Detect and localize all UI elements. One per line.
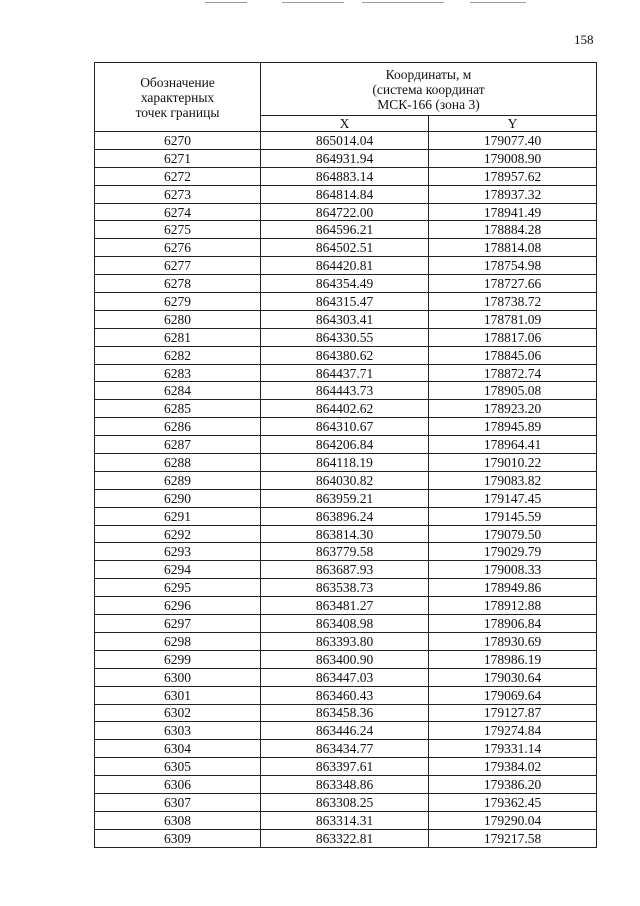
x-column-header: X <box>261 116 429 132</box>
point-id-cell: 6302 <box>95 704 261 722</box>
table-row <box>95 436 597 454</box>
table-row <box>95 829 597 847</box>
y-coordinate-cell: 179083.82 <box>429 471 597 489</box>
y-coordinate-cell: 179029.79 <box>429 543 597 561</box>
x-coordinate-cell: 864118.19 <box>261 454 429 472</box>
point-id-cell: 6272 <box>95 167 261 185</box>
table-row <box>95 346 597 364</box>
point-id-cell: 6274 <box>95 203 261 221</box>
table-row <box>95 221 597 239</box>
table-row <box>95 257 597 275</box>
x-coordinate-cell: 864722.00 <box>261 203 429 221</box>
y-coordinate-cell: 178937.32 <box>429 185 597 203</box>
x-coordinate-cell: 864380.62 <box>261 346 429 364</box>
y-coordinate-cell: 178872.74 <box>429 364 597 382</box>
x-coordinate-cell: 863348.86 <box>261 776 429 794</box>
y-coordinate-cell: 178945.89 <box>429 418 597 436</box>
point-id-cell: 6283 <box>95 364 261 382</box>
point-id-cell: 6287 <box>95 436 261 454</box>
y-coordinate-cell: 179010.22 <box>429 454 597 472</box>
scan-edge-rule <box>470 2 526 3</box>
point-id-cell: 6280 <box>95 310 261 328</box>
point-id-cell: 6299 <box>95 650 261 668</box>
x-coordinate-cell: 863447.03 <box>261 668 429 686</box>
y-coordinate-cell: 178912.88 <box>429 597 597 615</box>
table-row <box>95 507 597 525</box>
point-id-cell: 6295 <box>95 579 261 597</box>
y-coordinate-cell: 179274.84 <box>429 722 597 740</box>
table-row <box>95 203 597 221</box>
y-coordinate-cell: 179008.90 <box>429 149 597 167</box>
point-designation-header <box>95 63 261 132</box>
y-coordinate-cell: 178814.08 <box>429 239 597 257</box>
y-coordinate-cell: 178845.06 <box>429 346 597 364</box>
point-id-cell: 6271 <box>95 149 261 167</box>
table-row <box>95 328 597 346</box>
table-row <box>95 525 597 543</box>
point-id-cell: 6308 <box>95 811 261 829</box>
point-id-cell: 6288 <box>95 454 261 472</box>
y-coordinate-cell: 178957.62 <box>429 167 597 185</box>
y-coordinate-cell: 178964.41 <box>429 436 597 454</box>
x-coordinate-cell: 864030.82 <box>261 471 429 489</box>
x-coordinate-cell: 864420.81 <box>261 257 429 275</box>
point-id-cell: 6303 <box>95 722 261 740</box>
y-coordinate-cell: 179127.87 <box>429 704 597 722</box>
point-id-cell: 6284 <box>95 382 261 400</box>
x-coordinate-cell: 863687.93 <box>261 561 429 579</box>
table-row <box>95 132 597 150</box>
table-row <box>95 793 597 811</box>
x-coordinate-cell: 864883.14 <box>261 167 429 185</box>
y-coordinate-cell: 178986.19 <box>429 650 597 668</box>
table-row <box>95 275 597 293</box>
point-id-cell: 6294 <box>95 561 261 579</box>
x-coordinate-cell: 863322.81 <box>261 829 429 847</box>
x-coordinate-cell: 864931.94 <box>261 149 429 167</box>
header-line: характерных <box>140 89 215 105</box>
x-coordinate-cell: 864330.55 <box>261 328 429 346</box>
header-line: Координаты, м <box>385 66 472 82</box>
x-coordinate-cell: 863314.31 <box>261 811 429 829</box>
point-id-cell: 6275 <box>95 221 261 239</box>
header-line: (система координат <box>372 81 485 97</box>
table-row <box>95 650 597 668</box>
y-coordinate-cell: 179362.45 <box>429 793 597 811</box>
x-coordinate-cell: 864437.71 <box>261 364 429 382</box>
page-number: 158 <box>574 32 594 47</box>
x-coordinate-cell: 863460.43 <box>261 686 429 704</box>
y-coordinate-cell: 178923.20 <box>429 400 597 418</box>
table-row <box>95 740 597 758</box>
x-coordinate-cell: 864303.41 <box>261 310 429 328</box>
y-coordinate-cell: 179217.58 <box>429 829 597 847</box>
y-coordinate-cell: 178884.28 <box>429 221 597 239</box>
table-row <box>95 811 597 829</box>
y-coordinate-cell: 179331.14 <box>429 740 597 758</box>
x-coordinate-cell: 863400.90 <box>261 650 429 668</box>
y-coordinate-cell: 179030.64 <box>429 668 597 686</box>
table-row <box>95 239 597 257</box>
scan-edge-rule <box>362 2 444 3</box>
x-coordinate-cell: 864596.21 <box>261 221 429 239</box>
point-id-cell: 6290 <box>95 489 261 507</box>
table-row <box>95 776 597 794</box>
y-coordinate-cell: 179147.45 <box>429 489 597 507</box>
table-row <box>95 632 597 650</box>
y-coordinate-cell: 179008.33 <box>429 561 597 579</box>
y-coordinate-cell: 178941.49 <box>429 203 597 221</box>
table-row <box>95 704 597 722</box>
table-row <box>95 615 597 633</box>
point-id-cell: 6276 <box>95 239 261 257</box>
x-coordinate-cell: 864310.67 <box>261 418 429 436</box>
table-row <box>95 471 597 489</box>
table-row <box>95 293 597 311</box>
point-id-cell: 6281 <box>95 328 261 346</box>
point-id-cell: 6300 <box>95 668 261 686</box>
point-id-cell: 6304 <box>95 740 261 758</box>
point-id-cell: 6277 <box>95 257 261 275</box>
y-coordinate-cell: 178781.09 <box>429 310 597 328</box>
y-coordinate-cell: 179077.40 <box>429 132 597 150</box>
table-row <box>95 382 597 400</box>
scan-edge-rule <box>205 2 247 3</box>
point-id-cell: 6289 <box>95 471 261 489</box>
point-id-cell: 6309 <box>95 829 261 847</box>
y-coordinate-cell: 178949.86 <box>429 579 597 597</box>
point-id-cell: 6292 <box>95 525 261 543</box>
table-row <box>95 561 597 579</box>
x-coordinate-cell: 865014.04 <box>261 132 429 150</box>
x-coordinate-cell: 863393.80 <box>261 632 429 650</box>
y-column-header: Y <box>429 116 597 132</box>
table-row <box>95 489 597 507</box>
header-line: МСК-166 (зона 3) <box>377 96 480 112</box>
point-id-cell: 6270 <box>95 132 261 150</box>
point-id-cell: 6305 <box>95 758 261 776</box>
table-row <box>95 668 597 686</box>
scan-edge-rule <box>282 2 344 3</box>
point-id-cell: 6282 <box>95 346 261 364</box>
table-row <box>95 722 597 740</box>
x-coordinate-cell: 864402.62 <box>261 400 429 418</box>
point-id-cell: 6301 <box>95 686 261 704</box>
table-row <box>95 400 597 418</box>
x-coordinate-cell: 863538.73 <box>261 579 429 597</box>
table-row <box>95 364 597 382</box>
coordinates-table <box>94 62 597 848</box>
table-body <box>95 132 597 848</box>
x-coordinate-cell: 864354.49 <box>261 275 429 293</box>
y-coordinate-cell: 178905.08 <box>429 382 597 400</box>
y-coordinate-cell: 179069.64 <box>429 686 597 704</box>
point-id-cell: 6298 <box>95 632 261 650</box>
table-row <box>95 310 597 328</box>
y-coordinate-cell: 179384.02 <box>429 758 597 776</box>
x-coordinate-cell: 863434.77 <box>261 740 429 758</box>
point-id-cell: 6273 <box>95 185 261 203</box>
header-line: Обозначение <box>140 74 215 90</box>
x-coordinate-cell: 863458.36 <box>261 704 429 722</box>
table-row <box>95 543 597 561</box>
x-coordinate-cell: 863446.24 <box>261 722 429 740</box>
x-coordinate-cell: 863408.98 <box>261 615 429 633</box>
point-id-cell: 6286 <box>95 418 261 436</box>
y-coordinate-cell: 178738.72 <box>429 293 597 311</box>
y-coordinate-cell: 178930.69 <box>429 632 597 650</box>
x-coordinate-cell: 864502.51 <box>261 239 429 257</box>
point-id-cell: 6306 <box>95 776 261 794</box>
table-row <box>95 454 597 472</box>
y-coordinate-cell: 179290.04 <box>429 811 597 829</box>
table-row <box>95 579 597 597</box>
coordinates-header <box>261 63 597 116</box>
x-coordinate-cell: 863896.24 <box>261 507 429 525</box>
x-coordinate-cell: 863959.21 <box>261 489 429 507</box>
table-row <box>95 185 597 203</box>
y-coordinate-cell: 179145.59 <box>429 507 597 525</box>
table-row <box>95 686 597 704</box>
y-coordinate-cell: 178817.06 <box>429 328 597 346</box>
point-id-cell: 6279 <box>95 293 261 311</box>
table-row <box>95 149 597 167</box>
x-coordinate-cell: 863481.27 <box>261 597 429 615</box>
y-coordinate-cell: 178754.98 <box>429 257 597 275</box>
table-row <box>95 418 597 436</box>
point-id-cell: 6293 <box>95 543 261 561</box>
x-coordinate-cell: 863308.25 <box>261 793 429 811</box>
x-coordinate-cell: 864206.84 <box>261 436 429 454</box>
y-coordinate-cell: 178906.84 <box>429 615 597 633</box>
point-id-cell: 6296 <box>95 597 261 615</box>
x-coordinate-cell: 864814.84 <box>261 185 429 203</box>
y-coordinate-cell: 179386.20 <box>429 776 597 794</box>
header-line: точек границы <box>135 104 220 120</box>
table-row <box>95 758 597 776</box>
point-id-cell: 6291 <box>95 507 261 525</box>
table-row <box>95 597 597 615</box>
y-coordinate-cell: 179079.50 <box>429 525 597 543</box>
x-coordinate-cell: 863814.30 <box>261 525 429 543</box>
point-id-cell: 6278 <box>95 275 261 293</box>
x-coordinate-cell: 863397.61 <box>261 758 429 776</box>
x-coordinate-cell: 864315.47 <box>261 293 429 311</box>
point-id-cell: 6285 <box>95 400 261 418</box>
table-row <box>95 167 597 185</box>
x-coordinate-cell: 864443.73 <box>261 382 429 400</box>
point-id-cell: 6297 <box>95 615 261 633</box>
x-coordinate-cell: 863779.58 <box>261 543 429 561</box>
y-coordinate-cell: 178727.66 <box>429 275 597 293</box>
point-id-cell: 6307 <box>95 793 261 811</box>
